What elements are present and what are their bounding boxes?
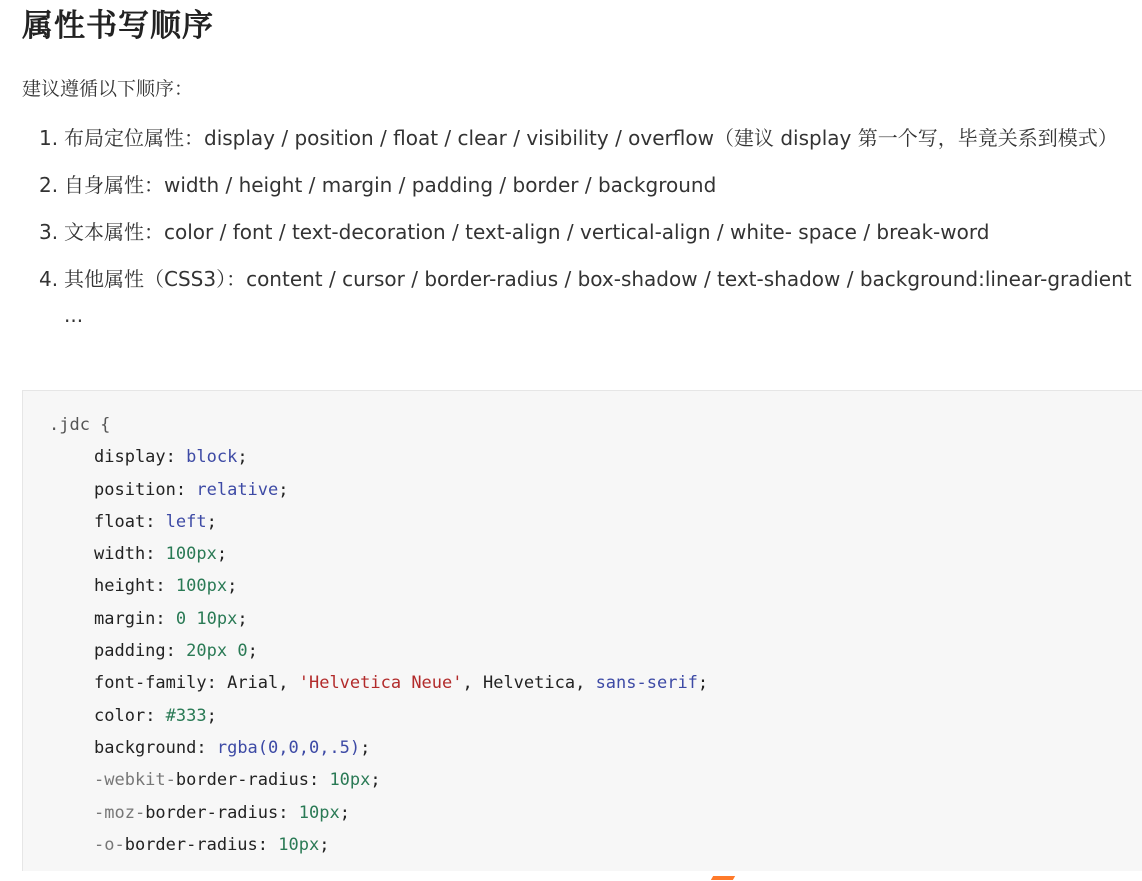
list-item — [39, 167, 1134, 203]
code-property: margin — [94, 608, 156, 629]
code-vendor-prefix: -moz- — [94, 802, 146, 823]
code-property: width — [94, 544, 146, 565]
code-colon: : — [145, 544, 166, 565]
code-semicolon: ; — [216, 544, 228, 565]
list-text: 文本属性：color / font / text-decoration / text-align / vertical-align / white- space / break-word — [64, 220, 990, 244]
code-value: relative — [196, 479, 279, 500]
code-colon: : — [155, 576, 176, 597]
code-property: display — [94, 447, 166, 468]
orange-mark — [711, 876, 735, 880]
code-value: block — [186, 447, 238, 468]
code-value: 0 10px — [175, 608, 238, 629]
code-semicolon: ; — [237, 608, 248, 629]
code-vendor-prefix: -o- — [94, 834, 125, 855]
list-text: 其他属性（CSS3）：content / cursor / border-radius / box-shadow / text-shadow / background:linear-gradient ... — [64, 267, 1132, 327]
list-number: 3. — [39, 220, 59, 244]
code-line — [49, 732, 1142, 764]
code-colon: : — [308, 770, 330, 791]
code-value: , Helvetica, — [462, 673, 596, 694]
list-item — [39, 261, 1134, 333]
code-colon: : — [165, 641, 187, 662]
code-line — [49, 603, 1142, 635]
code-semicolon: ; — [697, 673, 709, 694]
intro-text: 建议遵循以下顺序： — [22, 78, 194, 100]
code-value: #333 — [165, 705, 207, 726]
code-line — [49, 474, 1142, 506]
code-colon: : — [196, 737, 217, 758]
code-line — [49, 829, 1142, 861]
code-colon: : — [257, 834, 279, 855]
code-keyword: sans-serif — [595, 673, 698, 694]
code-semicolon: ; — [227, 576, 238, 597]
code-property: font-family — [94, 673, 207, 694]
code-semicolon: ; — [237, 447, 248, 468]
code-line — [49, 635, 1142, 667]
code-value: 100px — [165, 544, 217, 565]
code-property: border-radius — [145, 802, 279, 823]
code-block[interactable] — [22, 390, 1142, 871]
code-string: 'Helvetica Neue' — [298, 673, 463, 694]
list-number: 2. — [39, 173, 59, 197]
code-value: 20px 0 — [186, 641, 248, 662]
code-property: float — [94, 511, 146, 532]
code-property: position — [94, 479, 176, 500]
list-number: 4. — [39, 267, 59, 291]
code-line — [49, 506, 1142, 538]
code-property: background — [94, 737, 197, 758]
code-property: color — [94, 705, 146, 726]
list-text: 自身属性：width / height / margin / padding / border / background — [64, 173, 717, 197]
code-value: rgba(0,0,0,.5) — [216, 737, 361, 758]
code-line — [49, 700, 1142, 732]
code-colon: : — [175, 479, 197, 500]
code-property: padding — [94, 641, 166, 662]
code-line — [49, 797, 1142, 829]
code-colon: : — [206, 673, 228, 694]
code-line — [49, 764, 1142, 796]
page-title: 属性书写顺序 — [22, 8, 214, 44]
code-line — [49, 441, 1142, 473]
code-value: 100px — [175, 576, 228, 597]
code-line — [49, 538, 1142, 570]
code-colon: : — [145, 511, 166, 532]
list-text: 布局定位属性：display / position / float / clear / visibility / overflow（建议 display 第一个写，毕竟关系到模式） — [64, 126, 1118, 150]
code-semicolon: ; — [278, 479, 289, 500]
code-semicolon: ; — [206, 511, 217, 532]
code-value: 10px — [329, 770, 371, 791]
code-value: left — [165, 511, 207, 532]
code-selector: .jdc { — [49, 415, 111, 435]
code-semicolon: ; — [206, 705, 217, 726]
code-vendor-prefix: -webkit- — [94, 770, 176, 791]
code-colon: : — [278, 802, 299, 823]
list-number: 1. — [39, 126, 59, 150]
code-line — [49, 570, 1142, 602]
code-semicolon: ; — [339, 802, 350, 823]
code-semicolon: ; — [360, 737, 371, 758]
code-line — [49, 667, 1142, 699]
code-property: height — [94, 576, 156, 597]
code-value: 10px — [298, 802, 340, 823]
code-content — [23, 391, 1142, 861]
code-semicolon: ; — [247, 641, 258, 662]
list-item — [39, 120, 1134, 156]
code-colon: : — [155, 608, 176, 629]
code-colon: : — [145, 705, 166, 726]
code-semicolon: ; — [370, 770, 381, 791]
code-semicolon: ; — [319, 834, 330, 855]
code-value: 10px — [278, 834, 320, 855]
code-value: Arial, — [227, 673, 299, 694]
order-list — [39, 120, 1134, 344]
code-colon: : — [165, 447, 187, 468]
list-item — [39, 214, 1134, 250]
code-property: border-radius — [124, 834, 258, 855]
code-property: border-radius — [175, 770, 309, 791]
